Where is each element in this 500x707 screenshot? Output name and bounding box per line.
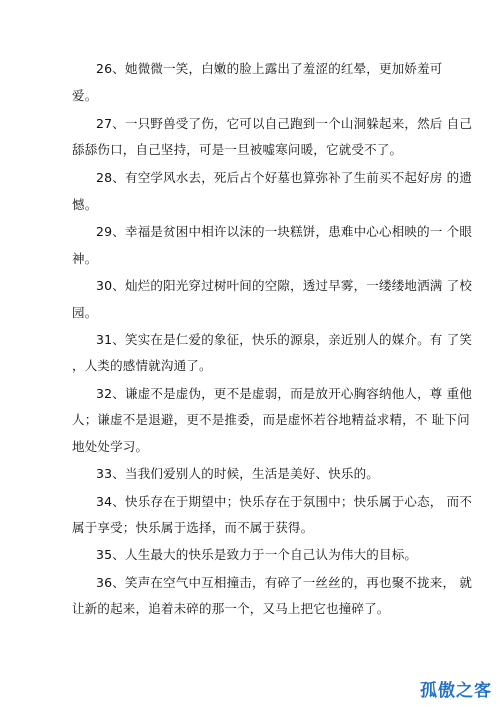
text-line: 属于享受；快乐属于选择，而不属于获得。: [72, 520, 314, 535]
text-line: 34、快乐存在于期望中；快乐存在于氛围中；快乐属于心态， 而不: [96, 494, 473, 509]
text-line: 35、人生最大的快乐是致力于一个自己认为伟大的目标。: [96, 547, 418, 562]
site-watermark: 孤傲之客: [420, 681, 492, 701]
text-line: 憾。: [72, 197, 98, 212]
text-line: 爱。: [72, 88, 98, 103]
text-line: ，人类的感情就沟通了。: [72, 358, 212, 373]
text-line: 人；谦虚不是退避，更不是推委，而是虚怀若谷地精益求精，不 耻下问: [72, 412, 470, 427]
text-line: 30、灿烂的阳光穿过树叶间的空隙，透过早雾，一缕缕地洒满 了校: [96, 278, 473, 293]
text-line: 26、她微微一笑，白嫩的脸上露出了羞涩的红晕，更加娇羞可: [96, 61, 443, 76]
text-line: 28、有空学风水去，死后占个好墓也算弥补了生前买不起好房 的遗: [96, 170, 473, 185]
text-line: 神。: [72, 251, 98, 266]
text-line: 36、笑声在空气中互相撞击，有碎了一丝丝的，再也聚不拢来， 就: [96, 575, 473, 590]
text-line: 让新的起来，追着未碎的那一个，又马上把它也撞碎了。: [72, 601, 390, 616]
text-line: 29、幸福是贫困中相许以沫的一块糕饼，患难中心心相映的一 个眼: [96, 224, 473, 239]
text-line: 27、一只野兽受了伤，它可以自己跑到一个山洞躲起来，然后 自己: [96, 116, 473, 131]
text-line: 32、谦虚不是虚伪，更不是虚弱，而是放开心胸容纳他人，尊 重他: [96, 386, 473, 401]
text-line: 舔舔伤口，自己坚持，可是一旦被嘘寒问暖，它就受不了。: [72, 142, 403, 157]
text-line: 33、当我们爱别人的时候，生活是美好、快乐的。: [96, 466, 380, 481]
text-line: 地处处学习。: [72, 439, 149, 454]
text-line: 31、笑实在是仁爱的象征，快乐的源泉，亲近别人的媒介。有 了笑: [96, 332, 473, 347]
text-line: 园。: [72, 305, 98, 320]
